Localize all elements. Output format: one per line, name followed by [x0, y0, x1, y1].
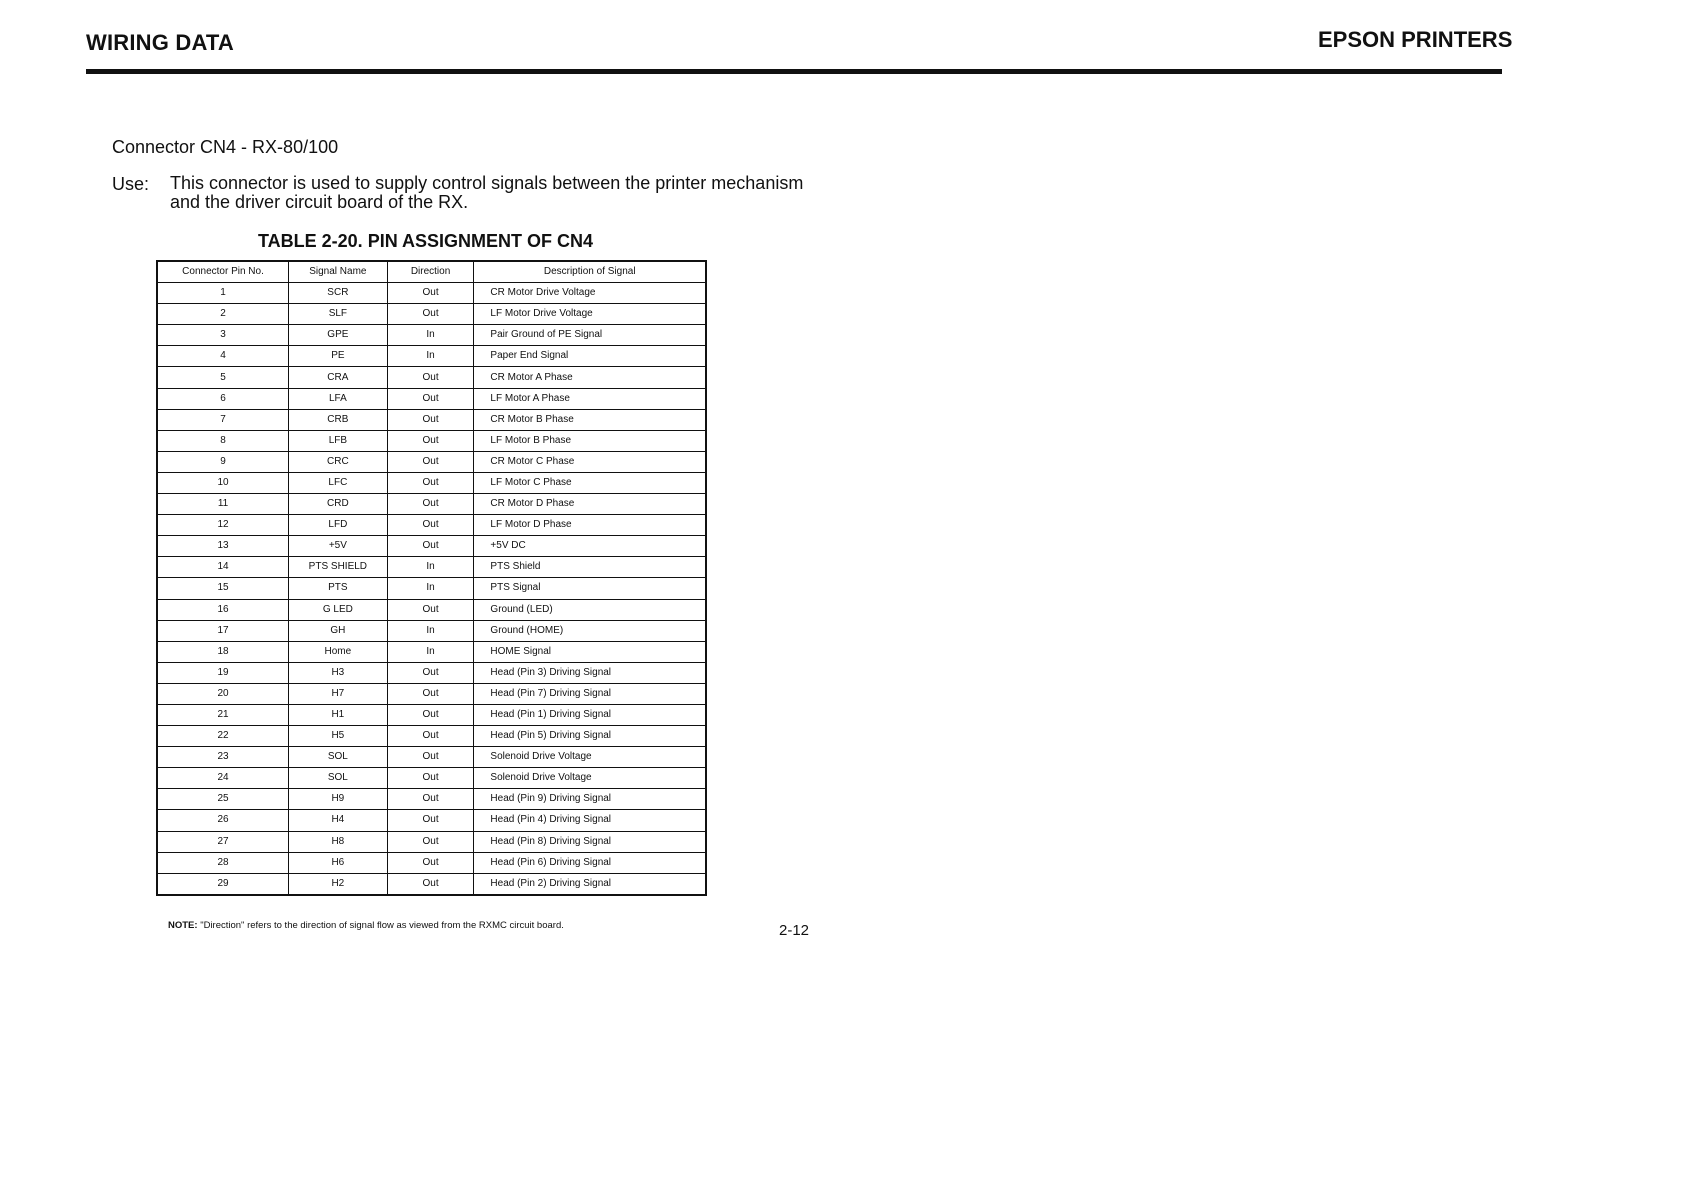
signal-name-cell: PTS SHIELD	[289, 557, 388, 578]
description-cell: Head (Pin 6) Driving Signal	[474, 852, 706, 873]
table-row	[157, 515, 706, 536]
description-cell: CR Motor B Phase	[474, 409, 706, 430]
direction-cell: Out	[387, 789, 474, 810]
description-cell: Solenoid Drive Voltage	[474, 768, 706, 789]
description-cell: LF Motor C Phase	[474, 472, 706, 493]
signal-name-cell: H2	[289, 873, 388, 895]
use-label: Use:	[112, 174, 150, 194]
pin-no-cell: 25	[157, 789, 289, 810]
description-cell: Solenoid Drive Voltage	[474, 747, 706, 768]
table-row	[157, 388, 706, 409]
header-signal-name: Signal Name	[289, 261, 388, 283]
section-title: Connector CN4 - RX-80/100	[112, 137, 339, 157]
description-cell: Head (Pin 5) Driving Signal	[474, 726, 706, 747]
pin-no-cell: 8	[157, 430, 289, 451]
direction-cell: In	[387, 325, 474, 346]
pin-no-cell: 3	[157, 325, 289, 346]
signal-name-cell: H7	[289, 683, 388, 704]
direction-cell: Out	[387, 388, 474, 409]
description-cell: HOME Signal	[474, 641, 706, 662]
direction-cell: Out	[387, 409, 474, 430]
signal-name-cell: H9	[289, 789, 388, 810]
pin-no-cell: 18	[157, 641, 289, 662]
direction-cell: Out	[387, 831, 474, 852]
direction-cell: Out	[387, 599, 474, 620]
pin-no-cell: 11	[157, 494, 289, 515]
table-caption: TABLE 2-20. PIN ASSIGNMENT OF CN4	[258, 231, 594, 251]
pin-assignment-table	[156, 260, 707, 896]
pin-no-cell: 21	[157, 704, 289, 725]
direction-cell: In	[387, 557, 474, 578]
signal-name-cell: PTS	[289, 578, 388, 599]
pin-no-cell: 13	[157, 536, 289, 557]
table-row	[157, 873, 706, 895]
description-cell: Head (Pin 1) Driving Signal	[474, 704, 706, 725]
signal-name-cell: Home	[289, 641, 388, 662]
description-cell: LF Motor D Phase	[474, 515, 706, 536]
signal-name-cell: LFB	[289, 430, 388, 451]
description-cell: +5V DC	[474, 536, 706, 557]
pin-no-cell: 10	[157, 472, 289, 493]
table-body	[157, 283, 706, 895]
description-cell: CR Motor C Phase	[474, 451, 706, 472]
description-cell: Paper End Signal	[474, 346, 706, 367]
direction-cell: Out	[387, 367, 474, 388]
description-cell: Head (Pin 7) Driving Signal	[474, 683, 706, 704]
signal-name-cell: SOL	[289, 747, 388, 768]
table-note	[168, 920, 564, 931]
direction-cell: Out	[387, 451, 474, 472]
table-row	[157, 304, 706, 325]
table-row	[157, 472, 706, 493]
description-cell: Head (Pin 9) Driving Signal	[474, 789, 706, 810]
table-row	[157, 557, 706, 578]
pin-no-cell: 14	[157, 557, 289, 578]
signal-name-cell: H8	[289, 831, 388, 852]
table-row	[157, 768, 706, 789]
signal-name-cell: H3	[289, 662, 388, 683]
direction-cell: Out	[387, 283, 474, 304]
pin-no-cell: 15	[157, 578, 289, 599]
table-row	[157, 536, 706, 557]
table-row	[157, 704, 706, 725]
signal-name-cell: LFA	[289, 388, 388, 409]
pin-no-cell: 24	[157, 768, 289, 789]
pin-no-cell: 27	[157, 831, 289, 852]
pin-no-cell: 16	[157, 599, 289, 620]
direction-cell: Out	[387, 704, 474, 725]
signal-name-cell: GH	[289, 620, 388, 641]
direction-cell: Out	[387, 536, 474, 557]
pin-no-cell: 6	[157, 388, 289, 409]
description-cell: LF Motor Drive Voltage	[474, 304, 706, 325]
table-row	[157, 409, 706, 430]
table-row	[157, 451, 706, 472]
table-row	[157, 852, 706, 873]
direction-cell: In	[387, 578, 474, 599]
signal-name-cell: CRA	[289, 367, 388, 388]
description-cell: LF Motor B Phase	[474, 430, 706, 451]
pin-no-cell: 19	[157, 662, 289, 683]
signal-name-cell: LFD	[289, 515, 388, 536]
description-cell: Pair Ground of PE Signal	[474, 325, 706, 346]
description-cell: CR Motor Drive Voltage	[474, 283, 706, 304]
signal-name-cell: +5V	[289, 536, 388, 557]
table-row	[157, 641, 706, 662]
header-pin-no: Connector Pin No.	[157, 261, 289, 283]
direction-cell: Out	[387, 810, 474, 831]
direction-cell: In	[387, 346, 474, 367]
direction-cell: Out	[387, 683, 474, 704]
header-description: Description of Signal	[474, 261, 706, 283]
header-direction: Direction	[387, 261, 474, 283]
table-row	[157, 726, 706, 747]
signal-name-cell: H6	[289, 852, 388, 873]
table-row	[157, 494, 706, 515]
pin-no-cell: 26	[157, 810, 289, 831]
table-row	[157, 325, 706, 346]
direction-cell: Out	[387, 768, 474, 789]
pin-no-cell: 17	[157, 620, 289, 641]
table-header-row	[157, 261, 706, 283]
table-row	[157, 599, 706, 620]
signal-name-cell: SCR	[289, 283, 388, 304]
direction-cell: Out	[387, 430, 474, 451]
pin-no-cell: 28	[157, 852, 289, 873]
description-cell: Ground (HOME)	[474, 620, 706, 641]
direction-cell: Out	[387, 472, 474, 493]
description-cell: Head (Pin 8) Driving Signal	[474, 831, 706, 852]
direction-cell: Out	[387, 873, 474, 895]
pin-no-cell: 1	[157, 283, 289, 304]
header-rule	[86, 69, 1502, 74]
description-cell: CR Motor A Phase	[474, 367, 706, 388]
description-cell: Head (Pin 2) Driving Signal	[474, 873, 706, 895]
pin-no-cell: 7	[157, 409, 289, 430]
direction-cell: Out	[387, 726, 474, 747]
pin-no-cell: 20	[157, 683, 289, 704]
direction-cell: Out	[387, 304, 474, 325]
pin-no-cell: 4	[157, 346, 289, 367]
table-row	[157, 430, 706, 451]
pin-no-cell: 9	[157, 451, 289, 472]
description-cell: LF Motor A Phase	[474, 388, 706, 409]
table-row	[157, 683, 706, 704]
signal-name-cell: SOL	[289, 768, 388, 789]
table-row	[157, 367, 706, 388]
signal-name-cell: H1	[289, 704, 388, 725]
direction-cell: In	[387, 641, 474, 662]
signal-name-cell: H4	[289, 810, 388, 831]
table-row	[157, 789, 706, 810]
description-cell: PTS Signal	[474, 578, 706, 599]
table-row	[157, 283, 706, 304]
table-row	[157, 662, 706, 683]
direction-cell: In	[387, 620, 474, 641]
signal-name-cell: H5	[289, 726, 388, 747]
signal-name-cell: CRB	[289, 409, 388, 430]
signal-name-cell: CRC	[289, 451, 388, 472]
table-row	[157, 831, 706, 852]
pin-no-cell: 29	[157, 873, 289, 895]
signal-name-cell: CRD	[289, 494, 388, 515]
pin-no-cell: 2	[157, 304, 289, 325]
table-row	[157, 810, 706, 831]
description-cell: CR Motor D Phase	[474, 494, 706, 515]
signal-name-cell: GPE	[289, 325, 388, 346]
table-row	[157, 747, 706, 768]
page-number: 2-12	[779, 922, 810, 939]
direction-cell: Out	[387, 494, 474, 515]
signal-name-cell: PE	[289, 346, 388, 367]
signal-name-cell: SLF	[289, 304, 388, 325]
direction-cell: Out	[387, 852, 474, 873]
use-text: This connector is used to supply control signals between the printer mechanism and the driver circuit board of the RX.	[170, 173, 804, 212]
pin-no-cell: 23	[157, 747, 289, 768]
description-cell: PTS Shield	[474, 557, 706, 578]
pin-no-cell: 12	[157, 515, 289, 536]
header-right-title: EPSON PRINTERS	[1318, 27, 1513, 52]
direction-cell: Out	[387, 747, 474, 768]
header-left-title: WIRING DATA	[86, 30, 235, 55]
signal-name-cell: LFC	[289, 472, 388, 493]
note-text: "Direction" refers to the direction of signal flow as viewed from the RXMC circuit board.	[200, 920, 564, 931]
direction-cell: Out	[387, 515, 474, 536]
description-cell: Head (Pin 3) Driving Signal	[474, 662, 706, 683]
direction-cell: Out	[387, 662, 474, 683]
description-cell: Ground (LED)	[474, 599, 706, 620]
description-cell: Head (Pin 4) Driving Signal	[474, 810, 706, 831]
pin-no-cell: 22	[157, 726, 289, 747]
pin-no-cell: 5	[157, 367, 289, 388]
signal-name-cell: G LED	[289, 599, 388, 620]
note-label: NOTE:	[168, 920, 198, 931]
table-row	[157, 346, 706, 367]
table-row	[157, 620, 706, 641]
table-row	[157, 578, 706, 599]
